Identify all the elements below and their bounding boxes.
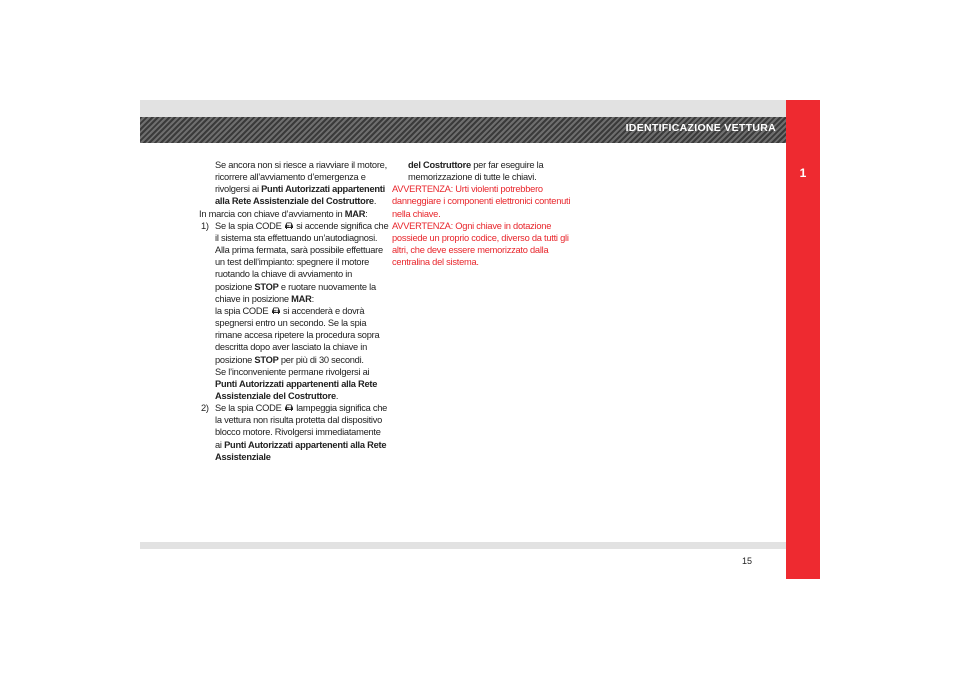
warning-2: AVVERTENZA: Ogni chiave in dotazione possiede un proprio codice, diverso da tutti gli altri, che deve essere memorizzato dalla centralina del sistema. — [392, 220, 569, 268]
chapter-tab — [786, 100, 820, 579]
page-number: 15 — [742, 556, 753, 566]
footer-strip — [140, 542, 786, 549]
intro-paragraph: Se ancora non si riesce a riavviare il motore, ricorrere all’avviamento d’emergenza e rivolgersi ai Punti Autorizzati appartenenti alla Rete Assistenziale del Costruttore. — [215, 160, 387, 207]
continuation-paragraph: del Costruttore per far eseguire la memorizzazione di tutte le chiavi. — [408, 160, 544, 183]
car-key-icon — [271, 306, 281, 315]
list-item-2 — [199, 402, 389, 463]
list-text: Se la spia CODE lampeggia significa che la vettura non risulta protetta dal dispositivo blocco motore. Rivolgersi immediatamente ai Punti Autorizzati appartenenti alla Rete Assistenziale — [215, 403, 388, 462]
warning-label: AVVERTENZA — [392, 184, 451, 195]
header-top-strip — [140, 100, 786, 117]
car-key-icon — [284, 221, 294, 230]
list-number: 1) — [201, 220, 209, 231]
right-column — [392, 159, 582, 268]
car-key-icon — [284, 403, 294, 412]
mar-paragraph: In marcia con chiave d’avviamento in MAR: — [199, 208, 368, 219]
list-text: Se l’inconveniente permane rivolgersi ai Punti Autorizzati appartenenti alla Rete Assistenziale del Costruttore. — [215, 366, 378, 401]
section-title: IDENTIFICAZIONE VETTURA — [625, 122, 776, 134]
warning-label: AVVERTENZA — [392, 220, 451, 231]
left-column — [199, 159, 389, 463]
list-item-1 — [199, 220, 389, 402]
list-text: Se la spia CODE si accende significa che il sistema sta effettuando un’autodiagnosi. Alla prima fermata, sarà possibile effettuare un test dell’impianto: spegnere il motore ruotando la chiave di avviamento in posizione STOP e ruotare nuovamente la chiave in posizione MAR: — [215, 220, 389, 304]
warning-1: AVVERTENZA: Urti violenti potrebbero danneggiare i componenti elettronici contenuti nella chiave. — [392, 184, 571, 219]
list-text: la spia CODE si accenderà e dovrà spegnersi entro un secondo. Se la spia rimane accesa ripetere la procedura sopra descritta dopo aver lasciato la chiave in posizione STOP per più di 30 secondi. — [215, 305, 380, 365]
header-band — [140, 117, 786, 143]
list-number: 2) — [201, 403, 209, 414]
chapter-number: 1 — [799, 166, 807, 180]
